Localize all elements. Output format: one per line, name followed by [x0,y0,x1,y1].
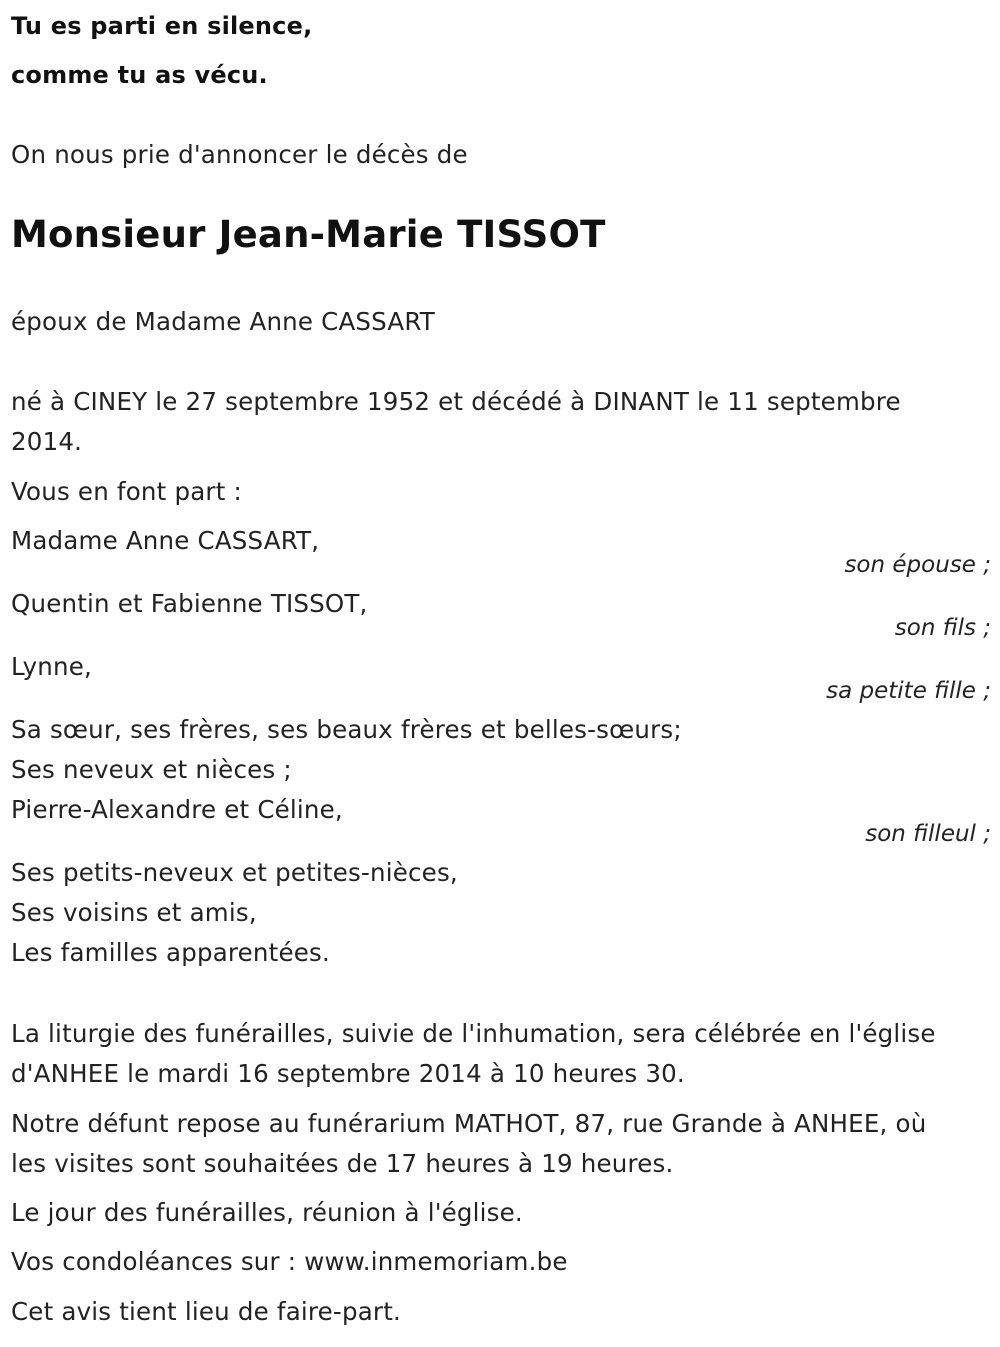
family-name: Madame Anne CASSART, [11,526,320,555]
family-relation: sa petite fille ; [826,678,991,704]
liturgy-line-1: La liturgie des funérailles, suivie de l'inhumation, sera célébrée en l'église [11,1019,936,1048]
family-name: Quentin et Fabienne TISSOT, [11,589,368,618]
liturgy-line-2: d'ANHEE le mardi 16 septembre 2014 à 10 heures 30. [11,1059,685,1088]
relatives-families: Les familles apparentées. [11,938,330,967]
birth-death-line-2: 2014. [11,427,83,456]
announcers-intro: Vous en font part : [11,477,242,506]
family-relation: son épouse ; [844,552,991,578]
intro-text: On nous prie d'annoncer le décès de [11,140,468,169]
godchild-relation: son filleul ; [865,821,991,847]
notice-text: Cet avis tient lieu de faire-part. [11,1297,401,1326]
relatives-nephews: Ses neveux et nièces ; [11,755,292,784]
meeting-text: Le jour des funérailles, réunion à l'église. [11,1198,523,1227]
epigraph-line-1: Tu es parti en silence, [11,12,313,40]
relatives-siblings: Sa sœur, ses frères, ses beaux frères et belles-sœurs; [11,715,682,744]
deceased-name: Monsieur Jean-Marie TISSOT [11,213,606,256]
relatives-neighbours: Ses voisins et amis, [11,898,257,927]
family-relation: son fils ; [894,615,991,641]
condolences-text: Vos condoléances sur : www.inmemoriam.be [11,1247,568,1276]
funeral-home-line-1: Notre défunt repose au funérarium MATHOT, 87, rue Grande à ANHEE, où [11,1109,927,1138]
godchild-name: Pierre-Alexandre et Céline, [11,795,343,824]
spouse-line: époux de Madame Anne CASSART [11,307,435,336]
birth-death-line-1: né à CINEY le 27 septembre 1952 et décédé à DINANT le 11 septembre [11,387,901,416]
relatives-grand-nephews: Ses petits-neveux et petites-nièces, [11,858,458,887]
epigraph-line-2: comme tu as vécu. [11,61,268,89]
funeral-home-line-2: les visites sont souhaitées de 17 heures à 19 heures. [11,1149,674,1178]
family-name: Lynne, [11,652,93,681]
obituary-notice [11,0,991,1347]
